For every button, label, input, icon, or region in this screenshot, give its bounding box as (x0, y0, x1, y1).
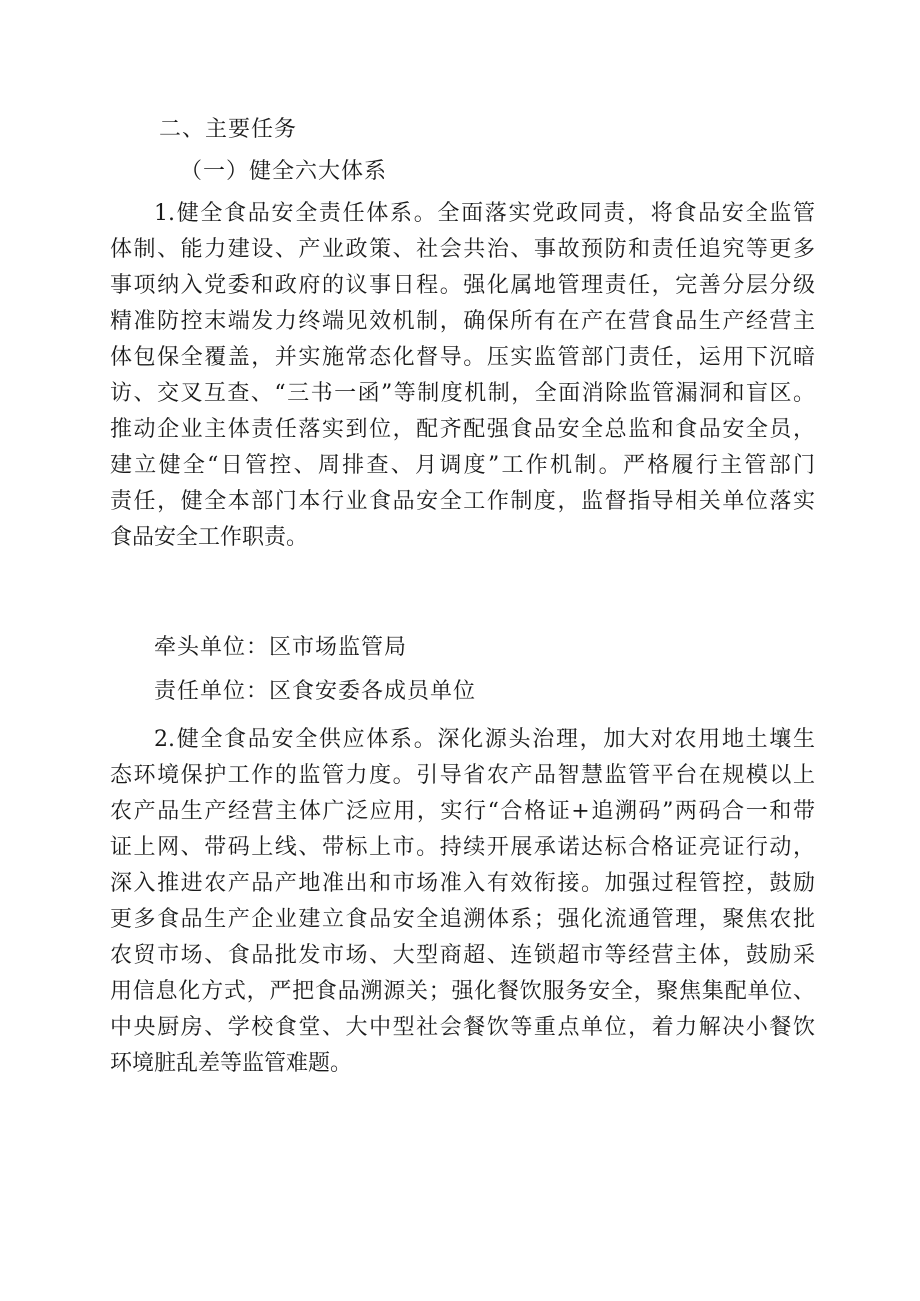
paragraph-line: 2.健全食品安全供应体系。深化源头治理，加大对农用地土壤生 (154, 727, 815, 752)
paragraph-line: 态环境保护工作的监管力度。引导省农产品智慧监管平台在规模以上 (110, 763, 815, 788)
paragraph-line: 更多食品生产企业建立食品安全追溯体系；强化流通管理，聚焦农批 (110, 907, 815, 932)
paragraph-line: 事项纳入党委和政府的议事日程。强化属地管理责任，完善分层分级 (110, 273, 815, 298)
paragraph-line: 建立健全“日管控、周排查、月调度”工作机制。严格履行主管部门 (110, 453, 815, 478)
paragraph-line: 食品安全工作职责。 (110, 525, 309, 550)
paragraph-supply-system (110, 722, 815, 1082)
paragraph-line: 中央厨房、学校食堂、大中型社会餐饮等重点单位，着力解决小餐饮 (110, 1015, 815, 1040)
responsible-unit: 责任单位：区食安委各成员单位 (154, 679, 477, 704)
section-subtitle: （一）健全六大体系 (180, 159, 388, 184)
paragraph-line: 农产品生产经营主体广泛应用，实行“合格证+追溯码”两码合一和带 (110, 799, 815, 824)
paragraph-line: 精准防控末端发力终端见效机制，确保所有在产在营食品生产经营主 (110, 309, 815, 334)
paragraph-responsibility-system (110, 196, 815, 556)
paragraph-line: 体制、能力建设、产业政策、社会共治、事故预防和责任追究等更多 (110, 237, 815, 262)
paragraph-line: 责任，健全本部门本行业食品安全工作制度，监督指导相关单位落实 (110, 489, 815, 514)
paragraph-line: 推动企业主体责任落实到位，配齐配强食品安全总监和食品安全员， (110, 417, 815, 442)
paragraph-line: 访、交叉互查、“三书一函”等制度机制，全面消除监管漏洞和盲区。 (110, 381, 815, 406)
section-title: 二、主要任务 (159, 117, 298, 142)
paragraph-line: 证上网、带码上线、带标上市。持续开展承诺达标合格证亮证行动， (110, 835, 815, 860)
paragraph-line: 用信息化方式，严把食品溯源关；强化餐饮服务安全，聚焦集配单位、 (110, 979, 815, 1004)
paragraph-line: 环境脏乱差等监管难题。 (110, 1051, 353, 1076)
paragraph-line: 1.健全食品安全责任体系。全面落实党政同责，将食品安全监管 (154, 201, 815, 226)
paragraph-line: 农贸市场、食品批发市场、大型商超、连锁超市等经营主体，鼓励采 (110, 943, 815, 968)
paragraph-line: 深入推进农产品产地准出和市场准入有效衔接。加强过程管控，鼓励 (110, 871, 815, 896)
paragraph-line: 体包保全覆盖，并实施常态化督导。压实监管部门责任，运用下沉暗 (110, 345, 815, 370)
lead-unit: 牵头单位：区市场监管局 (154, 635, 408, 660)
